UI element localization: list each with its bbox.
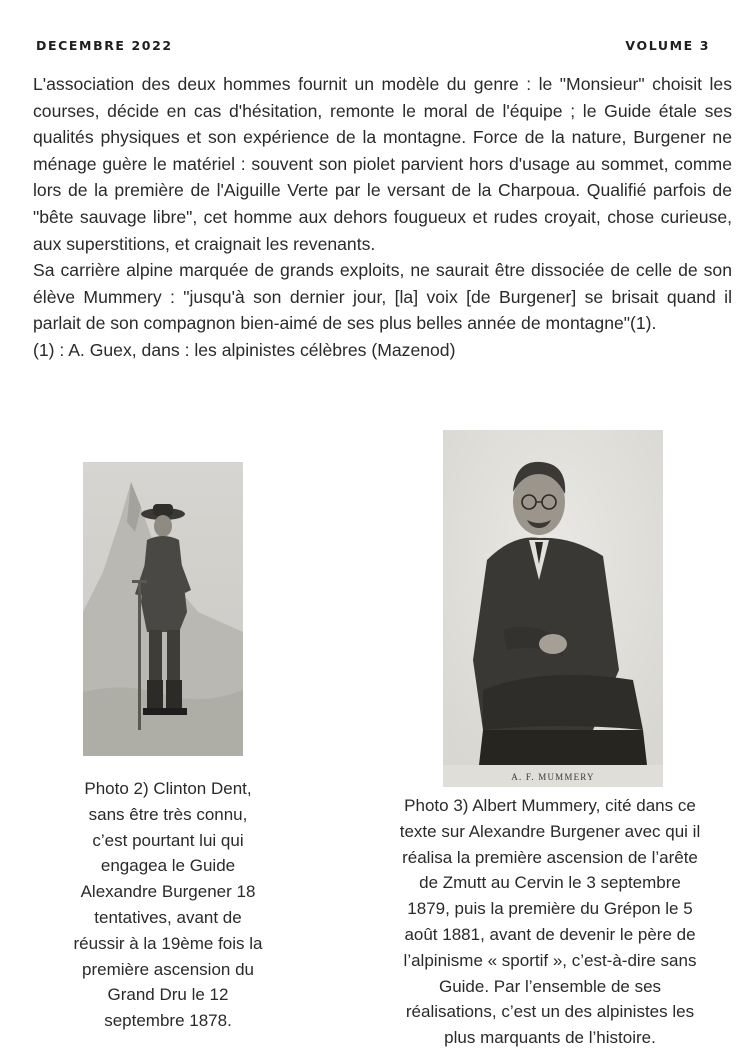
caption-line: sans être très connu, [88,804,248,824]
caption-line: Photo 2) Clinton Dent, [84,779,252,798]
volume-label: VOLUME 3 [625,37,710,53]
caption-line: l’alpinisme « sportif », c’est-à-dire sans [403,950,697,970]
caption-line: tentatives, avant de [94,907,242,927]
caption-line: septembre 1878. [104,1011,232,1031]
photo-plate-label: A. F. MUMMERY [511,772,595,782]
page-header [36,36,710,54]
article-body [33,71,732,364]
issue-date: DECEMBRE 2022 [36,37,173,53]
caption-line: réussir à la 19ème fois la [73,933,263,953]
photo3-caption [372,793,728,1051]
caption-line: Photo 3) Albert Mummery, cité dans ce [404,796,696,815]
caption-line: Alexandre Burgener 18 [80,882,256,902]
caption-line: engagea le Guide [100,856,236,876]
clinton-dent-photo [83,462,243,756]
albert-mummery-illustration [443,430,663,787]
paragraph: L'association des deux hommes fournit un modèle du genre : le "Monsieur" choisit les courses, décide en cas d'hésitation, remonte le moral de l'équipe ; le Guide étale ses qualités physiques et son expérience de la montagne. Force de la nature, Burgener ne ménage guère le matériel : souvent son piolet parvient hors d'usage au sommet, comme lors de la première de l'Aiguille Verte par le versant de la Charpoua. Qualifié parfois de "bête sauvage libre", cet homme aux dehors fougueux et rudes croyait, chose curieuse, aux superstitions, et craignait les revenants. [33,74,732,254]
caption-line: Grand Dru le 12 [107,985,229,1005]
caption-line: réalisa la première ascension de l’arête [402,847,698,867]
clinton-dent-illustration [83,462,243,756]
albert-mummery-photo [443,430,663,787]
caption-line: texte sur Alexandre Burgener avec qui il [399,821,701,841]
paragraph: Sa carrière alpine marquée de grands exploits, ne saurait être dissociée de celle de son élève Mummery : "jusqu'à son dernier jour, [la] voix [de Burgener] se brisait quand il parlait de son compagnon bien-aimé de ses plus belles année de montagne"(1). [33,260,732,334]
caption-line: 1879, puis la première du Grépon le 5 [407,899,693,919]
caption-line: réalisations, c’est un des alpinistes les [405,1002,695,1022]
caption-line: plus marquants de l’histoire. [444,1028,656,1048]
caption-line: première ascension du [82,959,254,979]
footnote-reference: (1) : A. Guex, dans : les alpinistes célèbres (Mazenod) [33,339,456,360]
caption-line: août 1881, avant de devenir le père de [404,924,696,944]
caption-line: c’est pourtant lui qui [92,830,244,850]
caption-line: de Zmutt au Cervin le 3 septembre [419,873,681,893]
photo2-caption [52,776,284,1034]
caption-line: Guide. Par l’ensemble de ses [438,976,662,996]
